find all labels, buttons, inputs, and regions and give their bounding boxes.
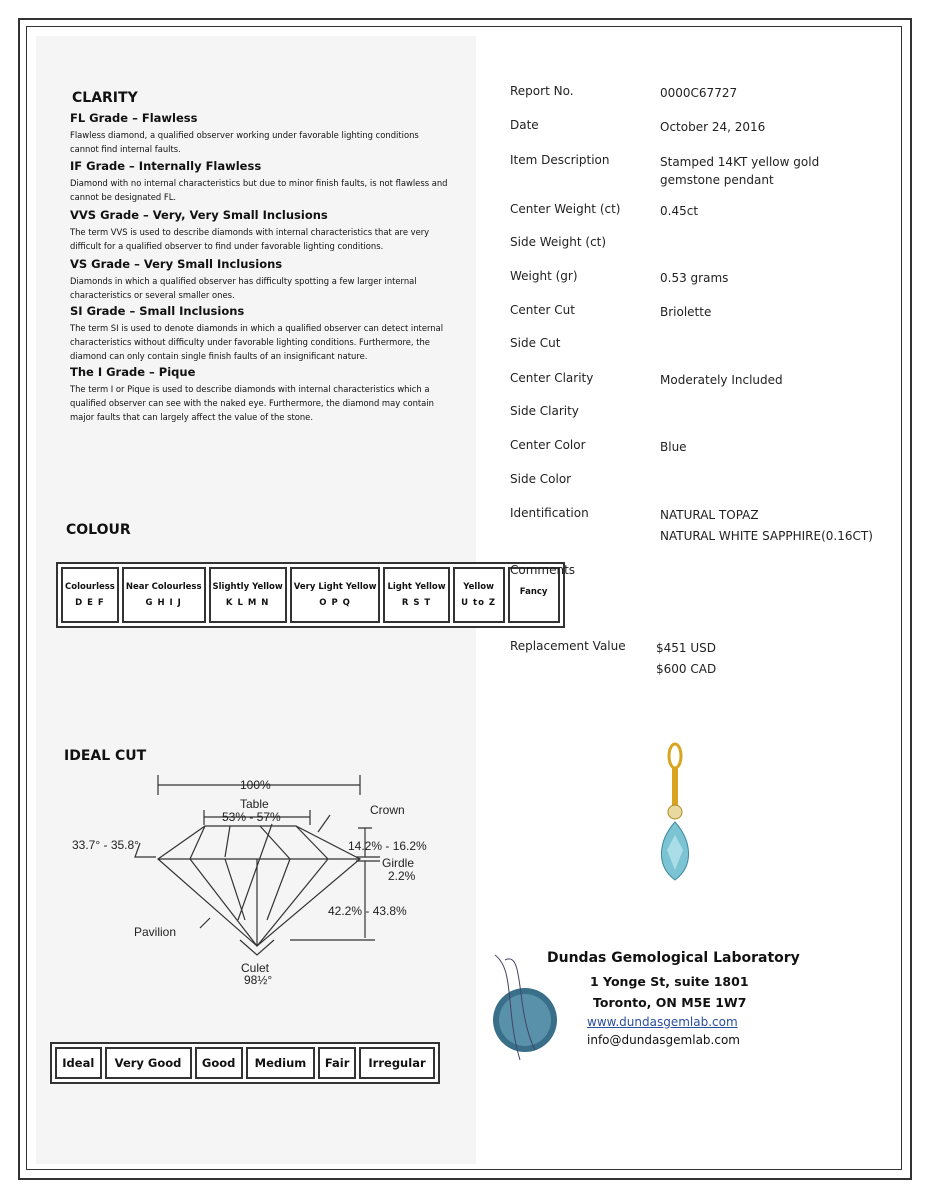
width-label: 100% bbox=[240, 778, 271, 792]
report-field-label: Identification bbox=[510, 506, 589, 520]
colour-grade-name: Light Yellow bbox=[387, 582, 446, 592]
colour-grade-name: Near Colourless bbox=[125, 582, 202, 592]
table-range-label: 53% - 57% bbox=[222, 810, 281, 824]
girdle-label: Girdle bbox=[382, 856, 415, 870]
value-line: 0.53 grams bbox=[660, 271, 729, 285]
report-field-value bbox=[660, 439, 687, 456]
report-field-label: Side Cut bbox=[510, 336, 561, 350]
colour-grade-letters: K L M N bbox=[225, 598, 270, 608]
clarity-grade-description: The term I or Pique is used to describe diamonds with internal characteristics which a qualified observer can see with the naked eye. Furthermore, the diamond may contain major faults that can largely affect the value of the stone. bbox=[70, 384, 434, 422]
clarity-grade-heading: SI Grade – Small Inclusions bbox=[70, 304, 245, 318]
clarity-grade-description: The term VVS is used to describe diamonds with internal characteristics that are very difficult for a qualified observer to find under favorable lighting conditions. bbox=[70, 227, 430, 251]
colour-grade-letters: G H I J bbox=[145, 598, 182, 608]
colour-scale-table bbox=[56, 562, 565, 628]
security-seal bbox=[485, 950, 565, 1070]
report-field-label: Date bbox=[510, 118, 539, 132]
value-line: October 24, 2016 bbox=[660, 120, 766, 134]
report-field-label: Weight (gr) bbox=[510, 269, 578, 283]
clarity-grade-heading: VVS Grade – Very, Very Small Inclusions bbox=[70, 208, 328, 222]
report-field-value bbox=[660, 270, 728, 287]
value-line: Stamped 14KT yellow gold bbox=[660, 155, 820, 169]
report-field-label: Center Cut bbox=[510, 303, 575, 317]
report-field-label: Comments bbox=[510, 563, 576, 577]
report-field-value bbox=[660, 372, 783, 389]
lab-website-link[interactable]: www.dundasgemlab.com bbox=[587, 1015, 738, 1029]
diamond-diagram bbox=[60, 770, 450, 990]
cut-grade-cell: Medium bbox=[246, 1047, 315, 1079]
cut-grade-cell: Good bbox=[195, 1047, 243, 1079]
pavilion-label: Pavilion bbox=[134, 925, 177, 939]
table-label: Table bbox=[240, 797, 269, 811]
colour-grade-name: Colourless bbox=[65, 582, 115, 592]
value-line: Briolette bbox=[660, 305, 712, 319]
value-line-2: NATURAL WHITE SAPPHIRE(0.16CT) bbox=[660, 529, 873, 543]
lab-name: Dundas Gemological Laboratory bbox=[547, 950, 800, 966]
value-line: NATURAL TOPAZ bbox=[660, 508, 759, 522]
crown-label: Crown bbox=[370, 803, 405, 817]
colour-grade-cell bbox=[61, 567, 119, 623]
report-field-label: Side Weight (ct) bbox=[510, 235, 607, 249]
colour-grade-name: Yellow bbox=[463, 582, 494, 592]
clarity-grade-heading: The I Grade – Pique bbox=[70, 365, 196, 379]
girdle-value: 2.2% bbox=[388, 869, 416, 883]
report-field-value bbox=[660, 119, 765, 136]
ideal-cut-title: IDEAL CUT bbox=[64, 748, 147, 764]
colour-grade-letters: O P Q bbox=[319, 598, 351, 608]
pendant-photo bbox=[645, 740, 715, 910]
lab-email: info@dundasgemlab.com bbox=[587, 1033, 740, 1047]
colour-grade-cell bbox=[209, 567, 287, 623]
clarity-grade-description: The term SI is used to denote diamonds in which a qualified observer can detect internal characteristics without difficulty under favorable lighting conditions. Furthermore, the diamond can only contain single finish faults of an insignificant nature. bbox=[70, 323, 444, 361]
clarity-title: CLARITY bbox=[72, 90, 138, 106]
clarity-grade-description: Diamonds in which a qualified observer has difficulty spotting a few larger internal characteristics or several smaller ones. bbox=[70, 276, 417, 300]
clarity-grade-description: Diamond with no internal characteristics but due to minor finish faults, is not flawless and cannot be designated FL. bbox=[70, 178, 448, 202]
cut-grade-cell: Ideal bbox=[55, 1047, 102, 1079]
colour-grade-cell bbox=[122, 567, 206, 623]
value-line-2: $600 CAD bbox=[656, 662, 717, 676]
report-field-label: Center Clarity bbox=[510, 371, 594, 385]
clarity-grade-heading: VS Grade – Very Small Inclusions bbox=[70, 257, 283, 271]
colour-grade-name: Fancy bbox=[519, 587, 548, 597]
colour-grade-cell bbox=[290, 567, 381, 623]
culet-label: Culet bbox=[241, 961, 270, 975]
report-field-label: Side Clarity bbox=[510, 404, 579, 418]
report-field-value bbox=[660, 154, 819, 189]
cut-grade-cell: Very Good bbox=[105, 1047, 192, 1079]
colour-grade-name: Very Light Yellow bbox=[293, 582, 377, 592]
colour-grade-name: Slightly Yellow bbox=[212, 582, 283, 592]
report-field-value bbox=[660, 507, 873, 545]
colour-grade-letters: R S T bbox=[401, 598, 432, 608]
colour-grade-cell bbox=[453, 567, 505, 623]
report-field-label: Item Description bbox=[510, 153, 610, 167]
lab-address-line1: 1 Yonge St, suite 1801 bbox=[590, 974, 749, 989]
cut-grade-table bbox=[50, 1042, 440, 1084]
value-line-2: gemstone pendant bbox=[660, 173, 774, 187]
clarity-grade-heading: IF Grade – Internally Flawless bbox=[70, 159, 262, 173]
cut-grade-cell: Fair bbox=[318, 1047, 356, 1079]
crown-angle-label: 33.7° - 35.8° bbox=[72, 838, 139, 852]
colour-grade-cell bbox=[383, 567, 449, 623]
report-field-label: Center Weight (ct) bbox=[510, 202, 621, 216]
report-field-label: Replacement Value bbox=[510, 639, 626, 653]
colour-grade-letters: U to Z bbox=[461, 598, 497, 608]
value-line: 0.45ct bbox=[660, 204, 699, 218]
report-field-value bbox=[660, 304, 711, 321]
report-field-label: Report No. bbox=[510, 84, 574, 98]
lab-address-line2: Toronto, ON M5E 1W7 bbox=[593, 995, 747, 1010]
value-line: Moderately Included bbox=[660, 373, 783, 387]
report-field-value bbox=[660, 85, 737, 102]
culet-angle-label: 98½° bbox=[244, 973, 273, 987]
colour-grade-letters: D E F bbox=[75, 598, 105, 608]
value-line: Blue bbox=[660, 440, 687, 454]
report-field-label: Side Color bbox=[510, 472, 572, 486]
clarity-grade-description: Flawless diamond, a qualified observer working under favorable lighting conditions cannot find internal faults. bbox=[70, 130, 419, 154]
report-field-label: Center Color bbox=[510, 438, 586, 452]
crown-height-label: 14.2% - 16.2% bbox=[348, 839, 427, 853]
value-line: 0000C67727 bbox=[660, 86, 738, 100]
report-field-value bbox=[656, 640, 716, 678]
clarity-grade-heading: FL Grade – Flawless bbox=[70, 111, 198, 125]
colour-title: COLOUR bbox=[66, 522, 131, 538]
pavilion-depth-label: 42.2% - 43.8% bbox=[328, 904, 407, 918]
report-field-value bbox=[660, 203, 698, 220]
value-line: $451 USD bbox=[656, 641, 716, 655]
cut-grade-cell: Irregular bbox=[359, 1047, 435, 1079]
